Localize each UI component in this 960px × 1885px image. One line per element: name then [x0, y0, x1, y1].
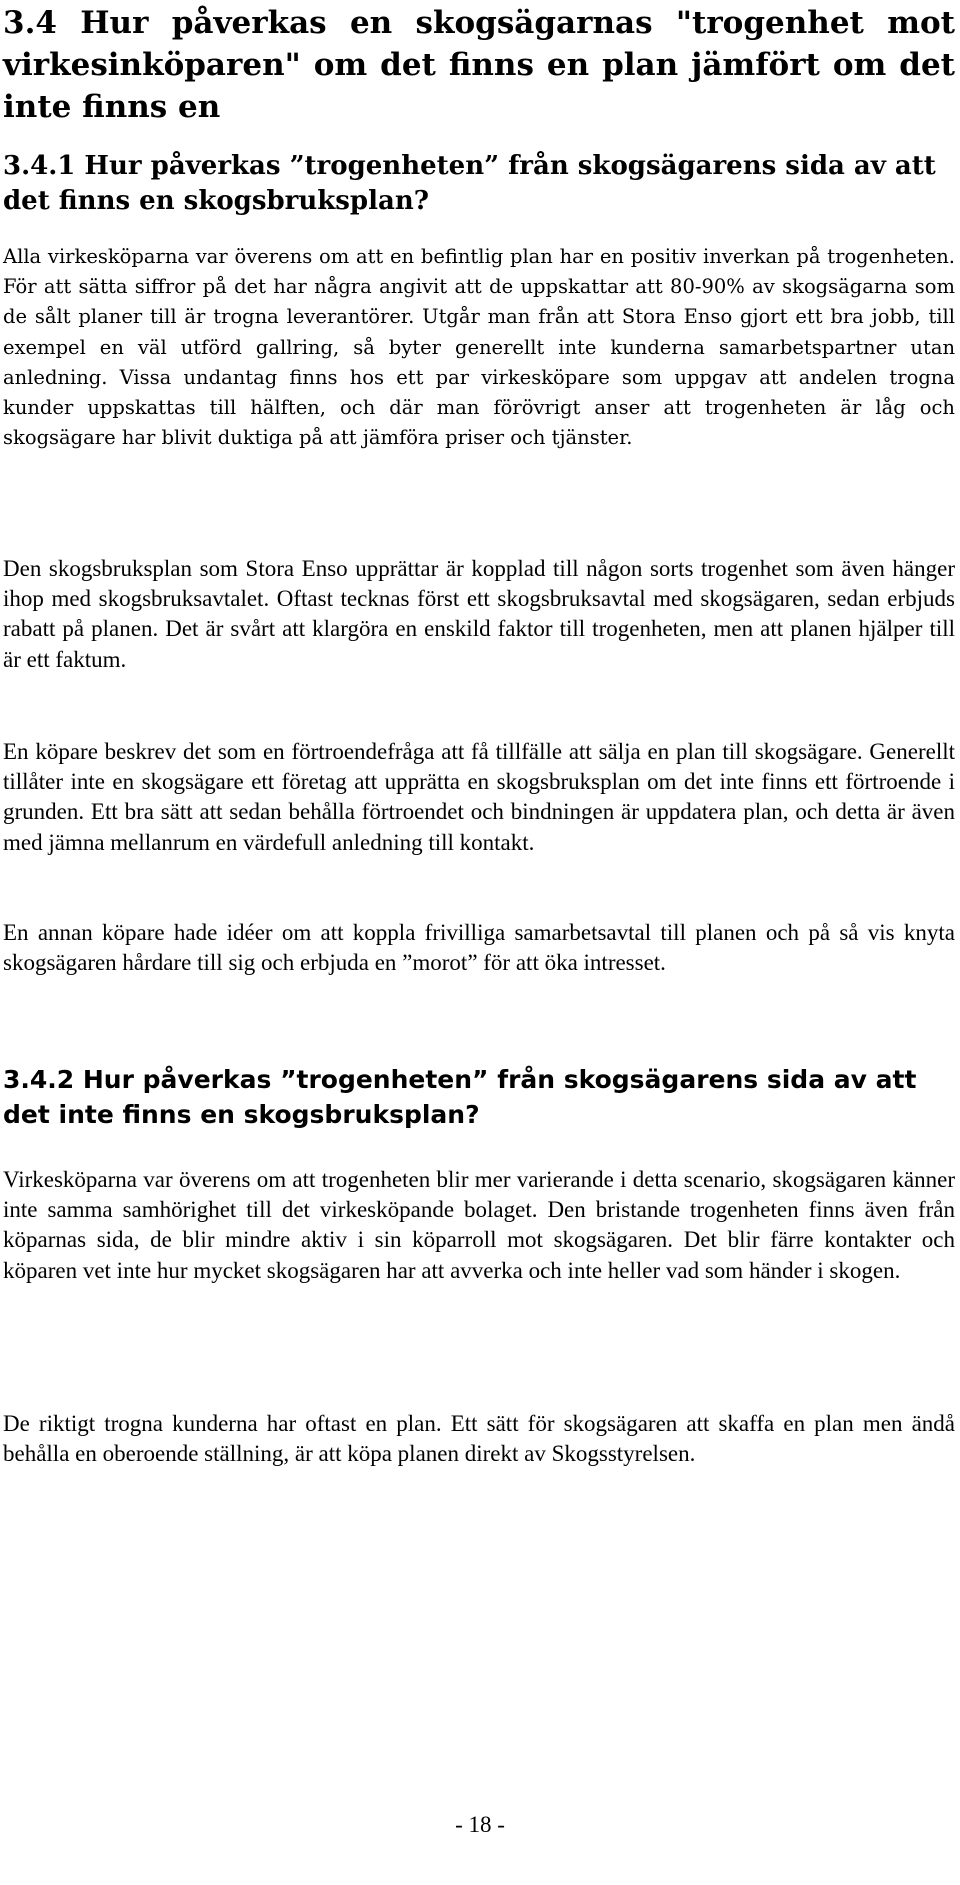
paragraph-3-4-2-1: Virkesköparna var överens om att trogenheten blir mer varierande i detta scenario, skogsägaren känner inte samma samhörighet till det virkesköpande bolaget. Den bristande trogenheten finns även från köparnas sida, de blir mindre aktiv i sin köparroll mot skogsägaren. Det blir färre kontakter och köparen vet inte hur mycket skogsägaren har att avverka och inte heller vad som händer i skogen. [3, 1167, 955, 1283]
paragraph-3-4-1-3: En köpare beskrev det som en förtroendefråga att få tillfälle att sälja en plan till skogsägare. Generellt tillåter inte en skogsägare ett företag att upprätta en skogsbruksplan om det inte finns ett förtroende i grunden. Ett bra sätt att sedan behålla förtroendet och bindningen är uppdatera plan, och detta är även med jämna mellanrum en värdefull anledning till kontakt. [3, 739, 955, 855]
paragraph-3-4-1-1: Alla virkesköparna var överens om att en befintlig plan har en positiv inverkan på trogenheten. För att sätta siffror på det har några angivit att de uppskattar att 80-90% av skogsägarna som de sålt planer till är trogna leverantörer. Utgår man från att Stora Enso gjort ett bra jobb, till exempel en väl utförd gallring, så byter generellt inte kunderna samarbetspartner utan anledning. Vissa undantag finns hos ett par virkesköpare som uppgav att andelen trogna kunder uppskattas till hälften, och där man förövrigt anser att trogenheten är låg och skogsägare har blivit duktiga på att jämföra priser och tjänster. [3, 245, 955, 450]
section-heading-3-4: 3.4 Hur påverkas en skogsägarnas "trogenhet mot virkesinköparen" om det finns en plan jämfört om det inte finns en [3, 5, 955, 125]
paragraph-3-4-2-2: De riktigt trogna kunderna har oftast en plan. Ett sätt för skogsägaren att skaffa en plan men ändå behålla en oberoende ställning, är att köpa planen direkt av Skogsstyrelsen. [3, 1411, 955, 1467]
page-number: - 18 - [455, 1812, 505, 1837]
section-heading-3-4-1: 3.4.1 Hur påverkas ”trogenheten” från skogsägarens sida av att det finns en skogsbruksplan? [3, 151, 936, 216]
paragraph-3-4-1-2: Den skogsbruksplan som Stora Enso upprättar är kopplad till någon sorts trogenhet som även hänger ihop med skogsbruksavtalet. Oftast tecknas först ett skogsbruksavtal med skogsägaren, sedan erbjuds rabatt på planen. Det är svårt att klargöra en enskild faktor till trogenheten, men att planen hjälper till är ett faktum. [3, 556, 955, 672]
section-heading-3-4-2: 3.4.2 Hur påverkas ”trogenheten” från skogsägarens sida av att det inte finns en skogsbruksplan? [3, 1065, 917, 1129]
paragraph-3-4-1-4: En annan köpare hade idéer om att koppla frivilliga samarbetsavtal till planen och på så vis knyta skogsägaren hårdare till sig och erbjuda en ”morot” för att öka intresset. [3, 920, 955, 976]
